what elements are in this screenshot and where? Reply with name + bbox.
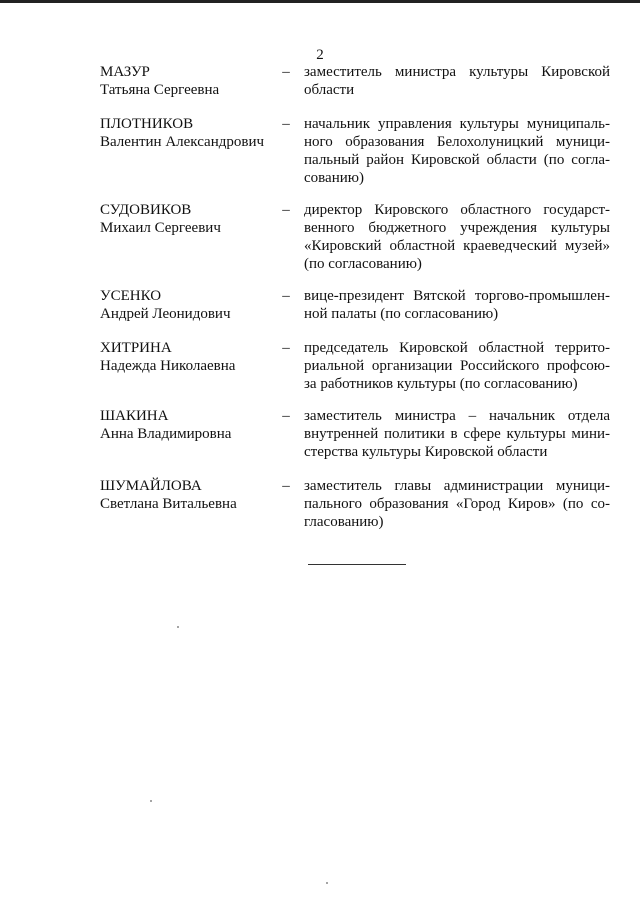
member-given-name: Андрей Леонидович (100, 306, 231, 322)
position-line: ной палаты (по согласованию) (304, 306, 499, 322)
member-surname: ХИТРИНА (100, 340, 172, 356)
position-line: за работников культуры (по согласованию) (304, 376, 578, 392)
member-surname: СУДОВИКОВ (100, 202, 192, 218)
position-line: риальной организации Российского профсою- (304, 358, 610, 374)
position-line: заместитель министра – начальник отдела (304, 408, 610, 424)
top-border-line (0, 0, 640, 3)
member-name (100, 407, 275, 443)
member-name (100, 477, 275, 513)
member-position (304, 115, 610, 187)
position-line: венного бюджетного учреждения культуры (304, 220, 610, 236)
member-name (100, 63, 275, 99)
scan-speck (177, 626, 179, 628)
member-name (100, 339, 275, 375)
member-given-name: Анна Владимировна (100, 426, 232, 442)
position-line: сованию) (304, 170, 364, 186)
position-line: пальный район Кировской области (по согла- (304, 152, 610, 168)
position-line: внутренней политики в сфере культуры мини- (304, 426, 610, 442)
member-surname: ШУМАЙЛОВА (100, 478, 202, 494)
position-line: «Кировский областной краеведческий музей» (304, 238, 610, 254)
member-position (304, 407, 610, 461)
separator-dash: – (282, 64, 290, 80)
separator-dash: – (282, 202, 290, 218)
member-given-name: Татьяна Сергеевна (100, 82, 220, 98)
position-line: директор Кировского областного государст- (304, 202, 610, 218)
scan-speck (326, 882, 328, 884)
closing-rule (308, 564, 406, 565)
separator-dash: – (282, 288, 290, 304)
member-surname: МАЗУР (100, 64, 150, 80)
member-position (304, 63, 610, 99)
position-line: (по согласованию) (304, 256, 422, 272)
member-name (100, 201, 275, 237)
separator-dash: – (282, 340, 290, 356)
position-line: стерства культуры Кировской области (304, 444, 548, 460)
position-line: гласованию) (304, 514, 384, 530)
member-given-name: Светлана Витальевна (100, 496, 237, 512)
member-given-name: Валентин Александрович (100, 134, 265, 150)
member-position (304, 477, 610, 531)
scan-speck (150, 800, 152, 802)
page-number: 2 (316, 47, 324, 63)
member-surname: ПЛОТНИКОВ (100, 116, 194, 132)
member-position (304, 287, 610, 323)
member-given-name: Надежда Николаевна (100, 358, 236, 374)
member-position (304, 201, 610, 273)
member-name (100, 287, 275, 323)
position-line: заместитель главы администрации муници- (304, 478, 610, 494)
member-surname: УСЕНКО (100, 288, 162, 304)
position-line: области (304, 82, 355, 98)
member-given-name: Михаил Сергеевич (100, 220, 221, 236)
separator-dash: – (282, 408, 290, 424)
member-surname: ШАКИНА (100, 408, 169, 424)
separator-dash: – (282, 116, 290, 132)
position-line: заместитель министра культуры Кировской (304, 64, 610, 80)
position-line: пального образования «Город Киров» (по со- (304, 496, 610, 512)
member-name (100, 115, 275, 151)
position-line: вице-президент Вятской торгово-промышлен- (304, 288, 610, 304)
position-line: ного образования Белохолуницкий муници- (304, 134, 610, 150)
separator-dash: – (282, 478, 290, 494)
member-position (304, 339, 610, 393)
position-line: начальник управления культуры муниципаль- (304, 116, 610, 132)
position-line: председатель Кировской областной террито- (304, 340, 610, 356)
